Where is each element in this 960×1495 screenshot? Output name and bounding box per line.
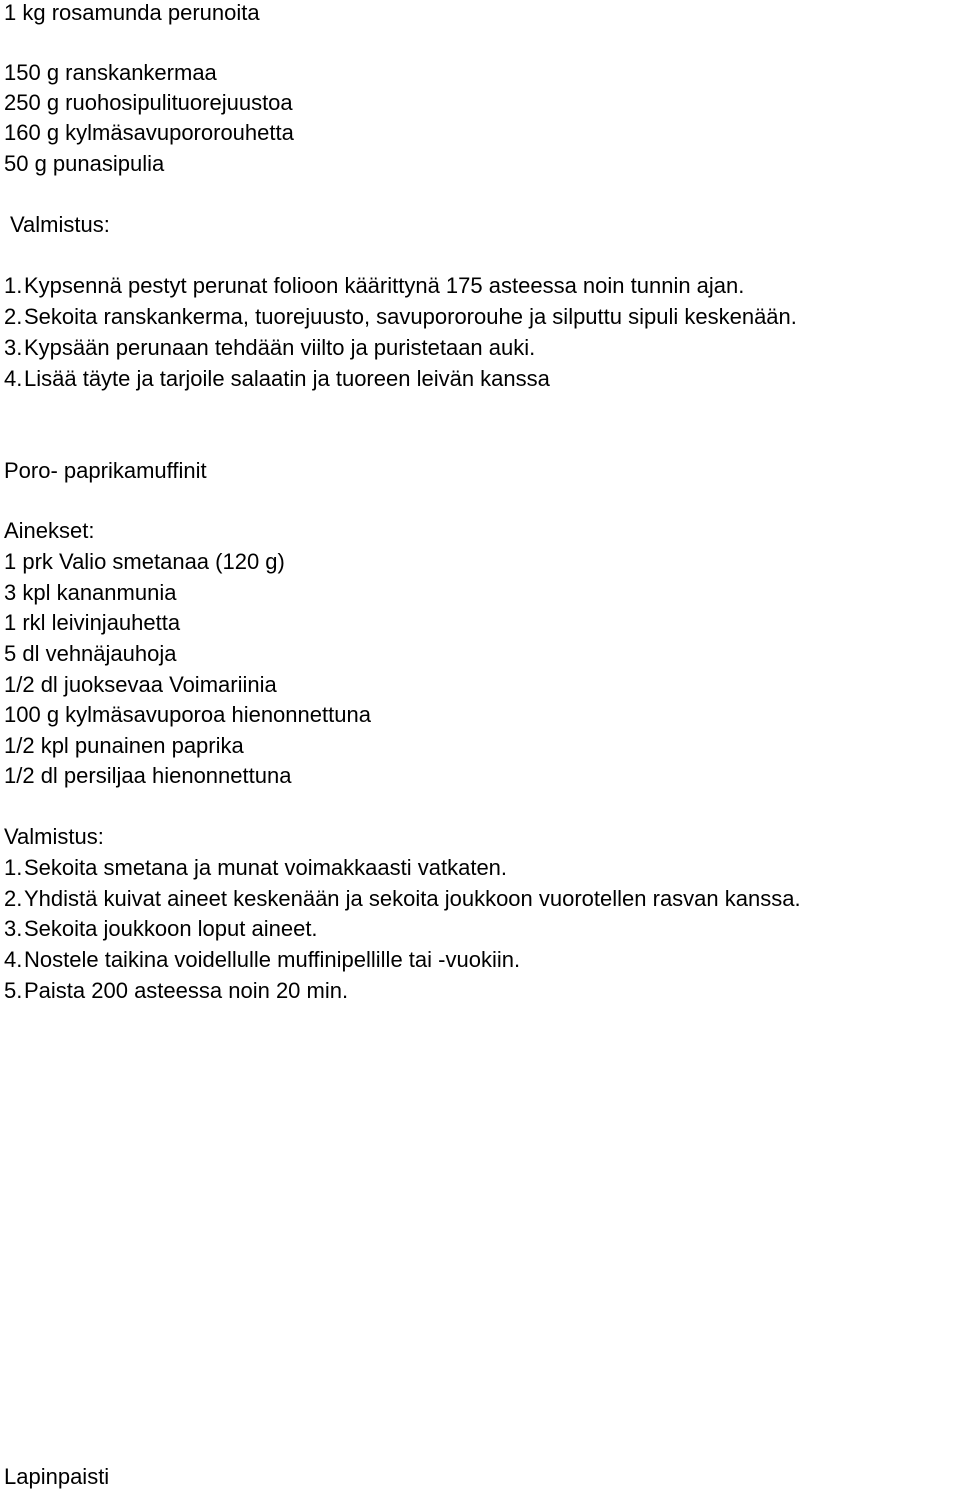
ingredient-line: 1 rkl leivinjauhetta: [4, 610, 181, 635]
step-text: Sekoita smetana ja munat voimakkaasti vatkaten.: [24, 855, 508, 880]
ingredient-line: 3 kpl kananmunia: [4, 580, 177, 605]
step-text: Sekoita joukkoon loput aineet.: [24, 916, 318, 941]
ingredients-heading: Ainekset:: [4, 518, 95, 543]
ingredient-line: 1 prk Valio smetanaa (120 g): [4, 549, 285, 574]
ingredient-line: 1/2 kpl punainen paprika: [4, 733, 244, 758]
step-text: Nostele taikina voidellulle muffinipellille tai -vuokiin.: [24, 947, 521, 972]
step-line: [4, 916, 318, 942]
step-number: 2.: [4, 304, 23, 329]
step-text: Kypsään perunaan tehdään viilto ja puristetaan auki.: [24, 335, 536, 360]
ingredient-line: 160 g kylmäsavupororouhetta: [4, 120, 294, 145]
step-line: [4, 366, 550, 392]
recipe-title: Lapinpaisti: [4, 1464, 110, 1489]
step-line: [4, 947, 520, 973]
step-text: Lisää täyte ja tarjoile salaatin ja tuoreen leivän kanssa: [24, 366, 550, 391]
step-number: 1.: [4, 855, 23, 880]
step-line: [4, 855, 507, 881]
step-number: 1.: [4, 273, 23, 298]
step-text: Yhdistä kuivat aineet keskenään ja sekoita joukkoon vuorotellen rasvan kanssa.: [24, 886, 801, 911]
step-line: [4, 978, 348, 1004]
step-number: 3.: [4, 335, 23, 360]
step-line: [4, 273, 744, 299]
ingredient-line: 1/2 dl persiljaa hienonnettuna: [4, 763, 292, 788]
potatoes-line: 1 kg rosamunda perunoita: [4, 0, 260, 25]
ingredient-line: 5 dl vehnäjauhoja: [4, 641, 177, 666]
step-text: Kypsennä pestyt perunat folioon käärittynä 175 asteessa noin tunnin ajan.: [24, 273, 745, 298]
ingredient-line: 250 g ruohosipulituorejuustoa: [4, 90, 293, 115]
step-number: 4.: [4, 947, 23, 972]
method-heading: Valmistus:: [4, 824, 104, 849]
step-line: [4, 335, 535, 361]
recipe-title: Poro- paprikamuffinit: [4, 458, 207, 483]
ingredient-line: 1/2 dl juoksevaa Voimariinia: [4, 672, 277, 697]
ingredient-line: 50 g punasipulia: [4, 151, 165, 176]
ingredient-line: 150 g ranskankermaa: [4, 60, 217, 85]
step-text: Paista 200 asteessa noin 20 min.: [24, 978, 349, 1003]
step-number: 5.: [4, 978, 23, 1003]
step-number: 4.: [4, 366, 23, 391]
step-line: [4, 886, 801, 912]
step-number: 3.: [4, 916, 23, 941]
step-number: 2.: [4, 886, 23, 911]
step-line: [4, 304, 797, 330]
ingredient-line: 100 g kylmäsavuporoa hienonnettuna: [4, 702, 371, 727]
step-text: Sekoita ranskankerma, tuorejuusto, savupororouhe ja silputtu sipuli keskenään.: [24, 304, 797, 329]
method-heading: Valmistus:: [10, 212, 110, 237]
